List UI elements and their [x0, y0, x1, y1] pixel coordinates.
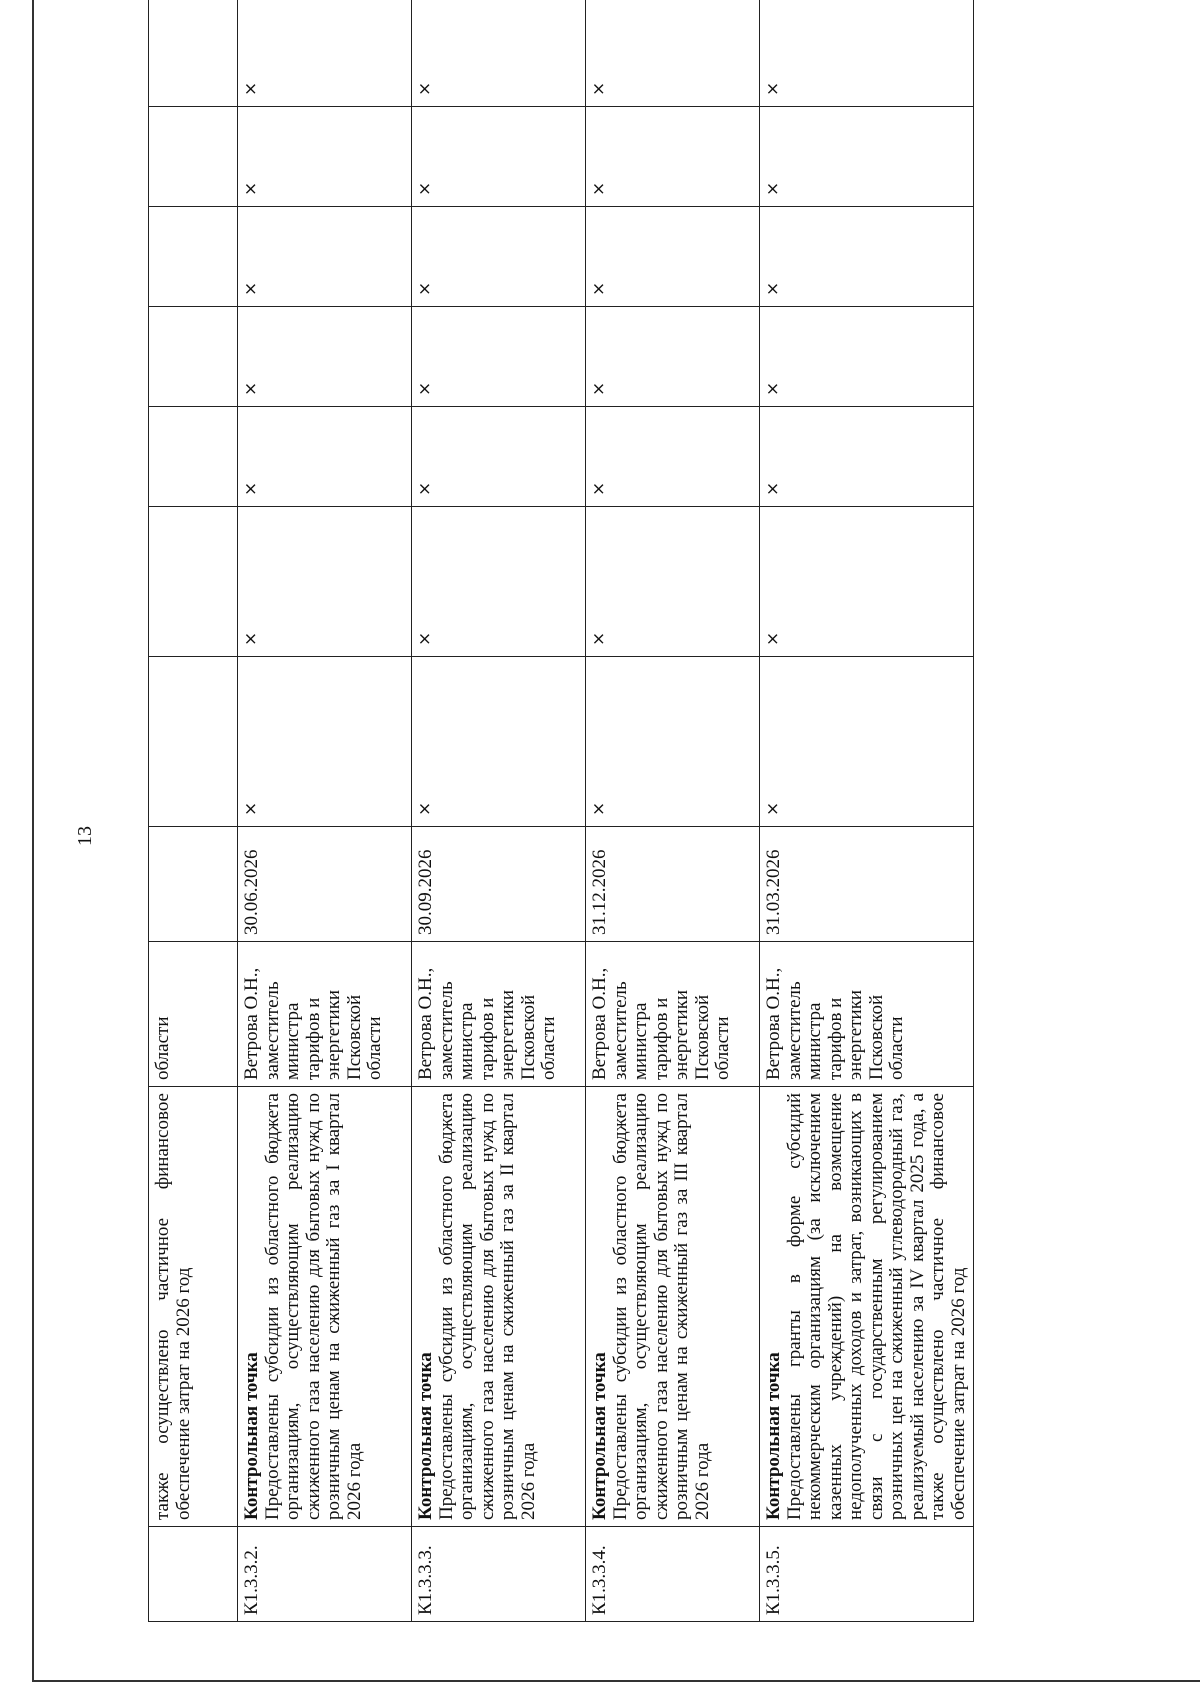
cell-empty: [149, 107, 238, 207]
cell-mark: ×: [238, 657, 412, 827]
cell-code: К1.3.3.5.: [760, 1527, 974, 1622]
cell-description: [586, 1087, 760, 1527]
cell-mark: ×: [238, 507, 412, 657]
cell-mark: ×: [412, 0, 586, 107]
control-point-heading: Контрольная точка: [589, 1352, 610, 1520]
cell-mark: ×: [412, 307, 586, 407]
cell-mark: ×: [412, 207, 586, 307]
cell-empty: [149, 207, 238, 307]
cell-mark: ×: [238, 307, 412, 407]
cell-mark: ×: [586, 207, 760, 307]
cell-mark: ×: [412, 507, 586, 657]
cell-mark: ×: [238, 0, 412, 107]
control-point-heading: Контрольная точка: [415, 1352, 436, 1520]
cell-mark: ×: [412, 407, 586, 507]
table-row-continuation: [149, 0, 238, 1622]
cell-empty: [149, 0, 238, 107]
cell-code: [149, 1527, 238, 1622]
cell-mark: ×: [238, 207, 412, 307]
cell-mark: ×: [760, 207, 974, 307]
control-point-text: Предоставлены субсидии из областного бюджета организациям, осуществляющим реализацию сжиженного газа населению для бытовых нужд по розничным ценам на сжиженный газ за III квартал 2026 года: [609, 1093, 713, 1520]
cell-code: К1.3.3.3.: [412, 1527, 586, 1622]
table-row: [586, 0, 760, 1622]
control-point-heading: Контрольная точка: [241, 1352, 262, 1520]
cell-mark: ×: [760, 0, 974, 107]
cell-mark: ×: [586, 0, 760, 107]
cell-mark: ×: [238, 407, 412, 507]
cell-code: К1.3.3.4.: [586, 1527, 760, 1622]
cell-code: К1.3.3.2.: [238, 1527, 412, 1622]
cell-description: [238, 1087, 412, 1527]
cell-empty: [149, 307, 238, 407]
cell-mark: ×: [586, 407, 760, 507]
table-row: [238, 0, 412, 1622]
cell-mark: ×: [760, 107, 974, 207]
rotated-table-container: [148, 62, 1108, 1622]
page-number: 13: [74, 826, 96, 846]
control-points-table: [148, 0, 974, 1622]
cell-description: также осуществлено частичное финансовое обеспечение затрат на 2026 год: [149, 1087, 238, 1527]
control-point-heading: Контрольная точка: [763, 1352, 784, 1520]
cell-empty: [149, 407, 238, 507]
cell-mark: ×: [412, 657, 586, 827]
cell-empty: [149, 657, 238, 827]
cell-date: 31.03.2026: [760, 827, 974, 942]
cell-mark: ×: [586, 507, 760, 657]
cell-responsible: Ветрова О.Н., заместитель министра тарифов и энергетики Псковской области: [760, 942, 974, 1087]
cell-mark: ×: [760, 307, 974, 407]
cell-mark: ×: [586, 307, 760, 407]
cell-date: 31.12.2026: [586, 827, 760, 942]
cell-mark: ×: [586, 107, 760, 207]
cell-mark: ×: [412, 107, 586, 207]
cell-mark: ×: [760, 507, 974, 657]
cell-mark: ×: [760, 657, 974, 827]
cell-date: 30.09.2026: [412, 827, 586, 942]
cell-description: [412, 1087, 586, 1527]
cell-responsible: области: [149, 942, 238, 1087]
cell-responsible: Ветрова О.Н., заместитель министра тарифов и энергетики Псковской области: [586, 942, 760, 1087]
control-point-text: Предоставлены субсидии из областного бюджета организациям, осуществляющим реализацию сжиженного газа населению для бытовых нужд по розничным ценам на сжиженный газ за I квартал 2026 года: [261, 1093, 365, 1520]
control-point-text: Предоставлены субсидии из областного бюджета организациям, осуществляющим реализацию сжиженного газа населению для бытовых нужд по розничным ценам на сжиженный газ за II квартал 2026 года: [435, 1093, 539, 1520]
cell-description: [760, 1087, 974, 1527]
cell-mark: ×: [238, 107, 412, 207]
control-point-text: Предоставлены гранты в форме субсидий некоммерческим организациям (за исключением казенных учреждений) на возмещение недополученных доходов и затрат, возникающих в связи с государственным регулированием розничных цен на сжиженный углеводородный газ, реализуемый населению за IV квартал 2025 года, а также осуществлено частичное финансовое обеспечение затрат на 2026 год: [783, 1093, 969, 1520]
table-row: [412, 0, 586, 1622]
cell-date: [149, 827, 238, 942]
cell-empty: [149, 507, 238, 657]
cell-responsible: Ветрова О.Н., заместитель министра тарифов и энергетики Псковской области: [238, 942, 412, 1087]
cell-date: 30.06.2026: [238, 827, 412, 942]
cell-responsible: Ветрова О.Н., заместитель министра тарифов и энергетики Псковской области: [412, 942, 586, 1087]
table-row: [760, 0, 974, 1622]
cell-mark: ×: [760, 407, 974, 507]
cell-mark: ×: [586, 657, 760, 827]
